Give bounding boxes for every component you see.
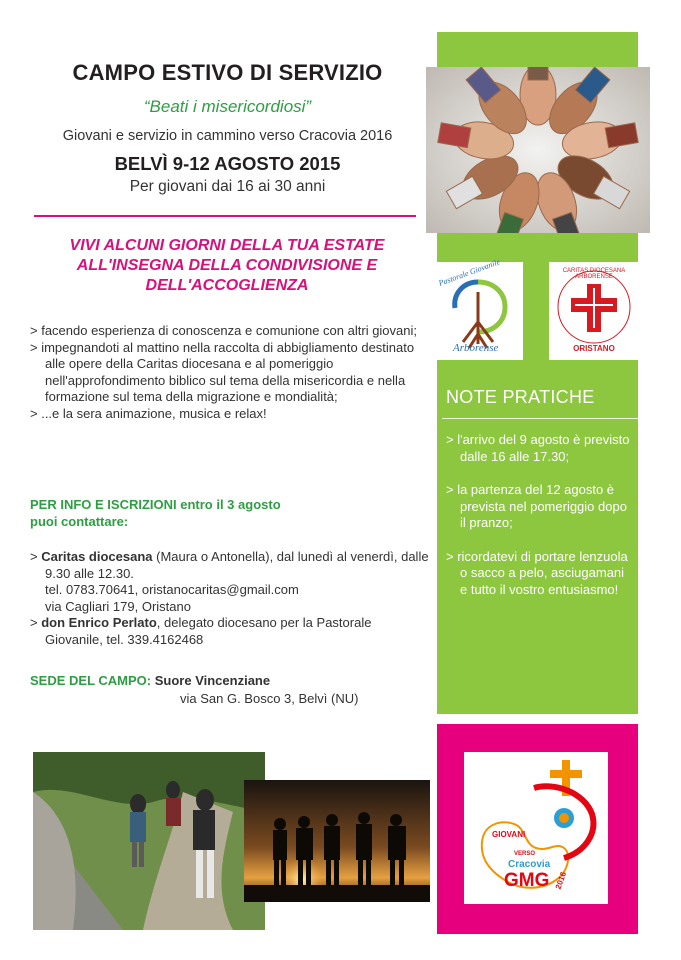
contact-caritas: > Caritas diocesana (Maura o Antonella), dal lunedì al venerdì, dalle 9.30 alle 12.30. tel. 0783.70641, oristanocaritas@gmail.com via Cagliari 179, Oristano [30, 549, 429, 614]
gmg-cracovia-text: Cracovia [508, 859, 551, 870]
pastorale-logo-top-text: Pastorale Giovanile [437, 257, 502, 288]
page-title: CAMPO ESTIVO DI SERVIZIO [72, 60, 383, 85]
caritas-city-text: ORISTANO [573, 344, 615, 353]
hiking-photo [33, 752, 265, 930]
venue-label: SEDE DEL CAMPO: [30, 673, 152, 688]
headline-line: ALL'INSEGNA DELLA CONDIVISIONE E [76, 257, 378, 274]
venue-block [30, 672, 430, 708]
venue-name: Suore Vincenziane [154, 673, 271, 688]
pastorale-logo-bottom-text: Arborense [453, 342, 499, 354]
list-item: > facendo esperienza di conoscenza e comunione con altri giovani; [30, 323, 417, 338]
gmg-text: GMG [504, 870, 550, 891]
gmg-verso-text: VERSO [514, 851, 536, 857]
note-item: > ricordatevi di portare lenzuola o sacco a pelo, asciugamani e tutto il vostro entusiasmo! [446, 548, 628, 597]
event-date-place: BELVÌ 9-12 AGOSTO 2015 [114, 153, 341, 174]
pastorale-giovanile-logo [433, 257, 523, 360]
caritas-ring-text: CARITAS DIOCESANA ARBORENSE [562, 268, 626, 280]
contact-name: Caritas diocesana [41, 549, 153, 564]
gmg-year-text: 2016 [553, 870, 569, 891]
info-heading-line1: PER INFO E ISCRIZIONI entro il 3 agosto [30, 497, 281, 512]
info-heading [30, 496, 430, 530]
subtitle: Giovani e servizio in cammino verso Cracovia 2016 [62, 128, 393, 144]
motto: “Beati i misericordiosi” [143, 97, 312, 116]
venue-address: via San G. Bosco 3, Belvì (NU) [180, 691, 359, 706]
contact-details: (Maura o Antonella), dal lunedì al venerdì, dalle 9.30 alle 12.30. [45, 549, 429, 581]
activities-list [30, 323, 435, 422]
list-item: > impegnandoti al mattino nella raccolta di abbigliamento destinato alle opere della Caritas diocesana e al pomeriggio nell'approfondimento biblico sul tema della misericordia e nella formazione sul tema della migrazione e mondialità; [30, 339, 415, 404]
headline [38, 236, 416, 296]
notes-list [446, 432, 631, 615]
contact-details: , delegato diocesano per la Pastorale Giovanile, tel. 339.4162468 [45, 615, 372, 647]
contact-name: don Enrico Perlato [41, 615, 157, 630]
divider [34, 215, 416, 217]
age-range: Per giovani dai 16 ai 30 anni [129, 178, 326, 195]
contact-address: via Cagliari 179, Oristano [45, 598, 191, 614]
note-item: > l'arrivo del 9 agosto è previsto dalle 16 alle 17.30; [446, 432, 630, 464]
contacts-list [30, 549, 430, 648]
notes-divider [442, 418, 638, 419]
notes-title: NOTE PRATICHE [446, 387, 595, 407]
headline-line: VIVI ALCUNI GIORNI DELLA TUA ESTATE [69, 237, 385, 254]
gmg-giovani-text: GIOVANI [492, 830, 526, 839]
headline-line: DELL'ACCOGLIENZA [145, 277, 309, 294]
list-item: > ...e la sera animazione, musica e relax! [30, 405, 267, 421]
contact-phone-email: tel. 0783.70641, oristanocaritas@gmail.com [45, 582, 299, 597]
hands-circle-photo [426, 67, 650, 233]
note-item: > la partenza del 12 agosto è prevista nel pomeriggio dopo il pranzo; [446, 482, 627, 530]
info-heading-line2: puoi contattare: [30, 514, 129, 529]
gmg-cracovia-logo [464, 752, 608, 904]
sunset-silhouettes-photo [244, 780, 430, 902]
contact-don-enrico: > don Enrico Perlato, delegato diocesano per la Pastorale Giovanile, tel. 339.4162468 [30, 615, 372, 647]
caritas-diocesana-logo [549, 262, 639, 360]
